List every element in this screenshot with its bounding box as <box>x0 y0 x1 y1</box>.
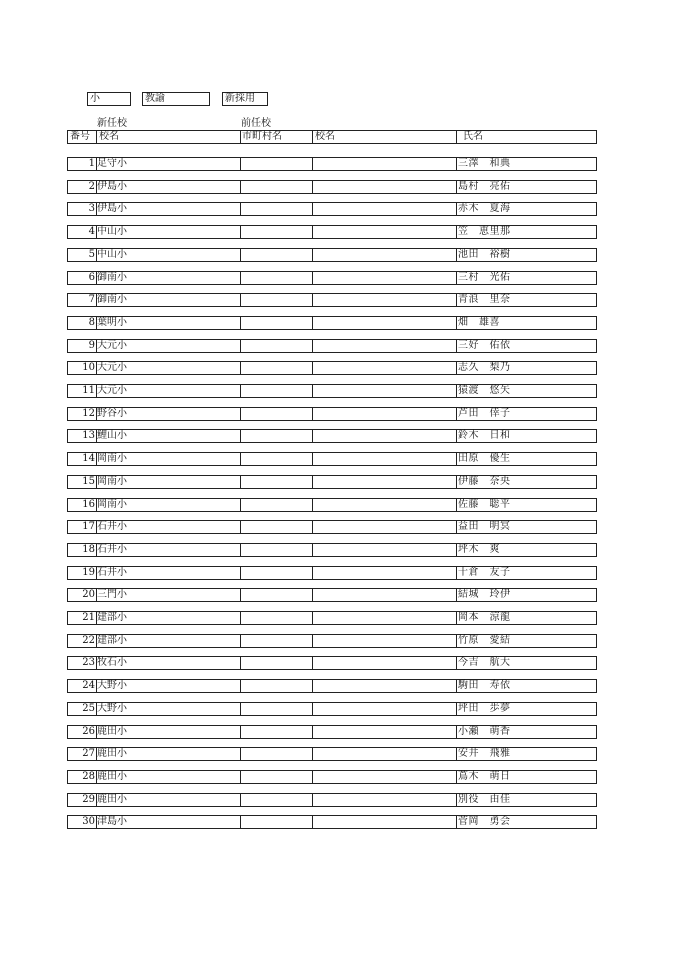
table-row <box>67 293 597 307</box>
col-divider <box>240 158 241 170</box>
col-divider <box>240 794 241 806</box>
table-row <box>67 702 597 716</box>
col-divider <box>96 340 97 352</box>
row-school: 建部小 <box>97 612 127 623</box>
col-divider <box>240 567 241 579</box>
row-school: 岡南小 <box>97 498 127 510</box>
table-header <box>67 130 597 144</box>
row-name: 島村 亮佑 <box>458 180 511 192</box>
col-school: 校名 <box>99 131 119 142</box>
col-divider <box>96 748 97 760</box>
col-divider <box>96 181 97 193</box>
col-divider <box>456 226 457 238</box>
row-name: 安井 飛雅 <box>458 748 511 760</box>
table-row <box>67 202 597 216</box>
col-divider <box>240 680 241 692</box>
col-divider <box>240 272 241 284</box>
row-school: 石井小 <box>97 566 127 578</box>
col-name: 氏名 <box>463 131 483 142</box>
col-divider <box>96 294 97 306</box>
level-box: 小 <box>87 92 131 106</box>
col-divider <box>456 499 457 511</box>
col-divider <box>312 794 313 806</box>
type-box: 新採用 <box>222 92 268 106</box>
col-divider <box>456 476 457 488</box>
row-name: 菅岡 勇会 <box>458 816 511 828</box>
row-school: 岡南小 <box>97 453 127 465</box>
row-number: 29 <box>82 793 95 805</box>
row-number: 18 <box>82 543 95 555</box>
col-divider <box>456 794 457 806</box>
col-divider <box>96 158 97 170</box>
col-divider <box>312 499 313 511</box>
row-school: 大元小 <box>97 362 127 374</box>
col-divider <box>96 657 97 669</box>
row-school: 三門小 <box>97 589 127 601</box>
row-school: 大元小 <box>97 385 127 396</box>
row-school: 大野小 <box>97 702 127 714</box>
col-divider <box>312 771 313 783</box>
row-name: 坪田 歩夢 <box>458 702 511 714</box>
col-divider <box>312 476 313 488</box>
row-school: 大元小 <box>97 339 127 351</box>
col-divider <box>240 726 241 738</box>
table-row <box>67 384 597 398</box>
row-name: 三好 佑依 <box>458 339 511 351</box>
table-row <box>67 339 597 353</box>
col-divider <box>456 748 457 760</box>
col-divider <box>456 158 457 170</box>
row-school: 岡南小 <box>97 475 127 487</box>
row-name: 芦田 倖子 <box>458 407 511 419</box>
col-divider <box>312 635 313 647</box>
col-divider <box>456 272 457 284</box>
col-divider <box>96 794 97 806</box>
col-divider <box>96 612 97 624</box>
col-divider <box>96 771 97 783</box>
table-row <box>67 225 597 239</box>
col-divider <box>96 635 97 647</box>
table-row <box>67 611 597 625</box>
row-name: 青浪 里奈 <box>458 294 511 306</box>
col-divider <box>456 317 457 329</box>
row-name: 蔦木 萌日 <box>458 770 511 782</box>
row-school: 御南小 <box>97 271 127 283</box>
table-row <box>67 543 597 557</box>
row-name: 結城 玲伊 <box>458 589 511 601</box>
row-school: 建部小 <box>97 634 127 646</box>
col-prev-city: 市町村名 <box>242 131 282 142</box>
col-divider <box>312 612 313 624</box>
row-name: 赤木 夏海 <box>458 203 511 215</box>
col-divider <box>456 385 457 397</box>
row-school: 御南小 <box>97 294 127 306</box>
col-divider <box>240 340 241 352</box>
row-number: 19 <box>82 566 95 578</box>
col-divider <box>240 385 241 397</box>
col-divider <box>312 249 313 261</box>
row-number: 3 <box>88 203 95 215</box>
col-divider <box>312 726 313 738</box>
table-row <box>67 793 597 807</box>
col-divider <box>312 226 313 238</box>
row-number: 30 <box>82 816 95 828</box>
col-divider <box>312 158 313 170</box>
row-number: 12 <box>82 407 95 419</box>
col-divider <box>96 317 97 329</box>
table-row <box>67 815 597 829</box>
col-divider <box>96 272 97 284</box>
col-divider <box>240 657 241 669</box>
col-divider <box>240 294 241 306</box>
col-divider <box>456 294 457 306</box>
col-divider <box>456 816 457 828</box>
col-divider <box>96 226 97 238</box>
row-school: 鹿田小 <box>97 770 127 782</box>
col-divider <box>312 203 313 215</box>
col-divider <box>96 430 97 442</box>
row-number: 5 <box>88 248 95 260</box>
table-row <box>67 634 597 648</box>
col-divider <box>456 131 457 143</box>
col-divider <box>312 408 313 420</box>
row-school: 鹿田小 <box>97 748 127 760</box>
col-divider <box>312 453 313 465</box>
row-number: 27 <box>82 748 95 760</box>
col-divider <box>240 816 241 828</box>
col-divider <box>240 408 241 420</box>
row-number: 20 <box>82 589 95 601</box>
col-number: 番号 <box>70 131 90 142</box>
row-school: 伊島小 <box>97 180 127 192</box>
table-row <box>67 361 597 375</box>
table-row <box>67 248 597 262</box>
col-divider <box>240 476 241 488</box>
col-divider <box>456 544 457 556</box>
col-divider <box>96 816 97 828</box>
col-divider <box>96 499 97 511</box>
row-school: 葉明小 <box>97 316 127 328</box>
row-name: 池田 裕樹 <box>458 248 511 260</box>
row-school: 野谷小 <box>97 407 127 419</box>
col-divider <box>456 430 457 442</box>
new-school-group-label: 新任校 <box>97 118 127 129</box>
col-divider <box>96 544 97 556</box>
col-divider <box>240 362 241 374</box>
row-school: 牧石小 <box>97 657 127 669</box>
row-school: 鹿田小 <box>97 793 127 805</box>
row-school: 伊島小 <box>97 203 127 215</box>
col-divider <box>456 771 457 783</box>
col-divider <box>456 340 457 352</box>
row-name: 竹原 愛結 <box>458 634 511 646</box>
table-row <box>67 679 597 693</box>
col-divider <box>240 430 241 442</box>
col-divider <box>240 317 241 329</box>
col-divider <box>312 362 313 374</box>
col-prev-school: 校名 <box>315 131 335 142</box>
row-name: 小瀬 萌香 <box>458 725 511 737</box>
table-row <box>67 429 597 443</box>
col-divider <box>96 476 97 488</box>
col-divider <box>240 203 241 215</box>
table-row <box>67 157 597 171</box>
table-row <box>67 452 597 466</box>
col-divider <box>456 203 457 215</box>
col-divider <box>312 657 313 669</box>
col-divider <box>240 635 241 647</box>
position-box: 教諭 <box>142 92 210 106</box>
col-divider <box>456 181 457 193</box>
row-number: 28 <box>82 770 95 782</box>
row-number: 21 <box>82 612 95 623</box>
row-name: 駒田 寿依 <box>458 680 511 692</box>
col-divider <box>312 680 313 692</box>
col-divider <box>240 226 241 238</box>
row-name: 益田 明冥 <box>458 521 511 533</box>
row-name: 三澤 和典 <box>458 158 511 169</box>
col-divider <box>312 703 313 715</box>
row-name: 畑 雄喜 <box>458 316 500 328</box>
row-name: 鈴木 日和 <box>458 430 511 442</box>
col-divider <box>96 680 97 692</box>
col-divider <box>312 272 313 284</box>
row-number: 14 <box>82 453 95 465</box>
col-divider <box>240 249 241 261</box>
col-divider <box>312 567 313 579</box>
col-divider <box>312 131 313 143</box>
row-number: 4 <box>88 226 95 238</box>
col-divider <box>456 612 457 624</box>
col-divider <box>96 521 97 533</box>
col-divider <box>456 703 457 715</box>
row-name: 別役 由佳 <box>458 793 511 805</box>
col-divider <box>96 589 97 601</box>
row-name: 坪木 爽 <box>458 543 500 555</box>
col-divider <box>312 430 313 442</box>
prev-school-group-label: 前任校 <box>241 118 271 129</box>
table-row <box>67 520 597 534</box>
row-number: 24 <box>82 680 95 692</box>
row-number: 9 <box>88 339 95 351</box>
table-row <box>67 566 597 580</box>
col-divider <box>240 544 241 556</box>
row-school: 大野小 <box>97 680 127 692</box>
row-name: 岡本 涼龍 <box>458 612 511 623</box>
row-school: 足守小 <box>97 158 127 169</box>
row-number: 17 <box>82 521 95 533</box>
col-divider <box>96 703 97 715</box>
col-divider <box>456 362 457 374</box>
col-divider <box>96 408 97 420</box>
col-divider <box>240 453 241 465</box>
col-divider <box>312 340 313 352</box>
row-name: 今吉 航大 <box>458 657 511 669</box>
row-name: 田原 優生 <box>458 453 511 465</box>
table-row <box>67 180 597 194</box>
row-school: 津島小 <box>97 816 127 828</box>
col-divider <box>312 181 313 193</box>
col-divider <box>312 385 313 397</box>
row-name: 三村 光佑 <box>458 271 511 283</box>
row-number: 25 <box>82 702 95 714</box>
col-divider <box>240 612 241 624</box>
col-divider <box>456 521 457 533</box>
row-name: 伊藤 奈央 <box>458 475 511 487</box>
col-divider <box>96 385 97 397</box>
row-school: 中山小 <box>97 226 127 238</box>
row-name: 志久 梨乃 <box>458 362 511 374</box>
table-row <box>67 498 597 512</box>
row-number: 23 <box>82 657 95 669</box>
col-divider <box>456 589 457 601</box>
col-divider <box>312 317 313 329</box>
col-divider <box>240 181 241 193</box>
col-divider <box>456 453 457 465</box>
col-divider <box>96 567 97 579</box>
col-divider <box>96 362 97 374</box>
col-divider <box>240 703 241 715</box>
row-school: 鹿田小 <box>97 725 127 737</box>
row-school: 石井小 <box>97 543 127 555</box>
row-number: 7 <box>88 294 95 306</box>
col-divider <box>456 680 457 692</box>
col-divider <box>96 726 97 738</box>
row-school: 石井小 <box>97 521 127 533</box>
table-row <box>67 407 597 421</box>
col-divider <box>96 249 97 261</box>
table-row <box>67 475 597 489</box>
row-number: 6 <box>88 271 95 283</box>
row-number: 2 <box>88 180 95 192</box>
row-number: 8 <box>88 316 95 328</box>
col-divider <box>456 726 457 738</box>
row-number: 26 <box>82 725 95 737</box>
col-divider <box>240 748 241 760</box>
table-row <box>67 316 597 330</box>
table-row <box>67 656 597 670</box>
col-divider <box>456 657 457 669</box>
row-number: 13 <box>82 430 95 442</box>
table-row <box>67 747 597 761</box>
row-number: 1 <box>88 158 95 169</box>
col-divider <box>96 131 97 143</box>
table-row <box>67 271 597 285</box>
row-school: 中山小 <box>97 248 127 260</box>
row-number: 22 <box>82 634 95 646</box>
row-school: 鯉山小 <box>97 430 127 442</box>
row-name: 猿渡 悠矢 <box>458 385 511 396</box>
col-divider <box>240 131 241 143</box>
row-number: 15 <box>82 475 95 487</box>
row-number: 11 <box>82 385 95 396</box>
col-divider <box>456 249 457 261</box>
row-number: 16 <box>82 498 95 510</box>
col-divider <box>312 748 313 760</box>
col-divider <box>312 294 313 306</box>
row-number: 10 <box>82 362 95 374</box>
col-divider <box>312 544 313 556</box>
table-row <box>67 588 597 602</box>
col-divider <box>312 816 313 828</box>
col-divider <box>456 408 457 420</box>
col-divider <box>240 499 241 511</box>
col-divider <box>240 771 241 783</box>
row-name: 佐藤 聡平 <box>458 498 511 510</box>
col-divider <box>96 453 97 465</box>
row-name: 十倉 友子 <box>458 566 511 578</box>
col-divider <box>96 203 97 215</box>
col-divider <box>240 589 241 601</box>
col-divider <box>456 567 457 579</box>
col-divider <box>456 635 457 647</box>
table-row <box>67 725 597 739</box>
col-divider <box>312 521 313 533</box>
col-divider <box>240 521 241 533</box>
table-row <box>67 770 597 784</box>
col-divider <box>312 589 313 601</box>
row-name: 笠 恵里那 <box>458 226 511 238</box>
